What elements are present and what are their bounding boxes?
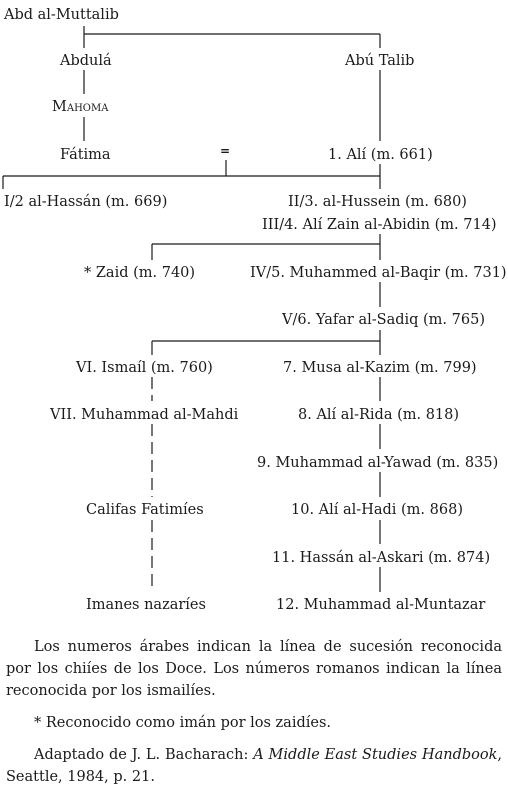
node-ali: 1. Alí (m. 661) — [328, 147, 433, 163]
node-musa: 7. Musa al-Kazim (m. 799) — [283, 360, 477, 376]
roman-numeral: IV — [250, 265, 267, 281]
node-hassan — [4, 193, 167, 211]
roman-numeral: V — [282, 312, 293, 328]
roman-numeral: VI — [76, 360, 93, 376]
node-imanes-nazaries: Imanes nazaríes — [86, 597, 206, 613]
node-label: /5. Muhammed al-Baqir (m. 731) — [266, 265, 507, 281]
node-askari: 11. Hassán al-Askari (m. 874) — [272, 550, 491, 566]
node-fatima: Fátima — [60, 147, 111, 163]
node-califas-fatimies: Califas Fatimíes — [86, 502, 204, 518]
zaidi-note: * Reconocido como imán por los zaidíes. — [34, 715, 332, 731]
source-title: A Middle East Studies Handbook — [253, 747, 498, 763]
node-hussein — [288, 193, 467, 211]
node-hadi: 10. Alí al-Hadi (m. 868) — [291, 502, 463, 518]
node-mahdi — [50, 406, 238, 424]
node-abu-talib: Abú Talib — [345, 53, 415, 69]
roman-numeral: III — [262, 217, 280, 233]
node-baqir — [250, 264, 507, 282]
roman-numeral: VII — [50, 407, 72, 423]
source-suffix: , Seattle, 1984, p. 21. — [6, 747, 503, 785]
marriage-symbol: = — [220, 144, 231, 158]
node-label: . Muhammad al-Mahdi — [71, 407, 239, 423]
node-yafar — [282, 311, 485, 329]
node-ismail — [76, 359, 213, 377]
node-zain — [262, 216, 497, 234]
explanation-note: Los numeros árabes indican la línea de sucesión reconocida por los chiíes de los Doce. Los números romanos indican la línea reconocida por los ismailíes. — [6, 639, 502, 699]
node-muntazar: 12. Muhammad al-Muntazar — [276, 597, 486, 613]
node-zaid: * Zaid (m. 740) — [84, 265, 196, 281]
source-prefix: Adaptado de J. L. Bacharach: — [34, 747, 254, 763]
notes — [6, 636, 502, 788]
node-yawad: 9. Muhammad al-Yawad (m. 835) — [257, 455, 499, 471]
node-rida: 8. Alí al-Rida (m. 818) — [298, 407, 460, 423]
node-label: . Ismaíl (m. 760) — [92, 360, 213, 376]
node-abd-al-muttalib: Abd al-Muttalib — [4, 7, 119, 23]
node-label: /4. Alí Zain al-Abidin (m. 714) — [279, 217, 497, 233]
roman-numeral: II — [288, 194, 300, 210]
node-label: /2 al-Hassán (m. 669) — [9, 194, 168, 210]
node-mahoma: Mahoma — [52, 99, 109, 115]
roman-numeral: I — [4, 194, 10, 210]
node-label: /3. al-Hussein (m. 680) — [299, 194, 467, 210]
node-label: /6. Yafar al-Sadiq (m. 765) — [292, 312, 485, 328]
source-citation — [6, 744, 502, 788]
node-abdula: Abdulá — [60, 53, 112, 69]
